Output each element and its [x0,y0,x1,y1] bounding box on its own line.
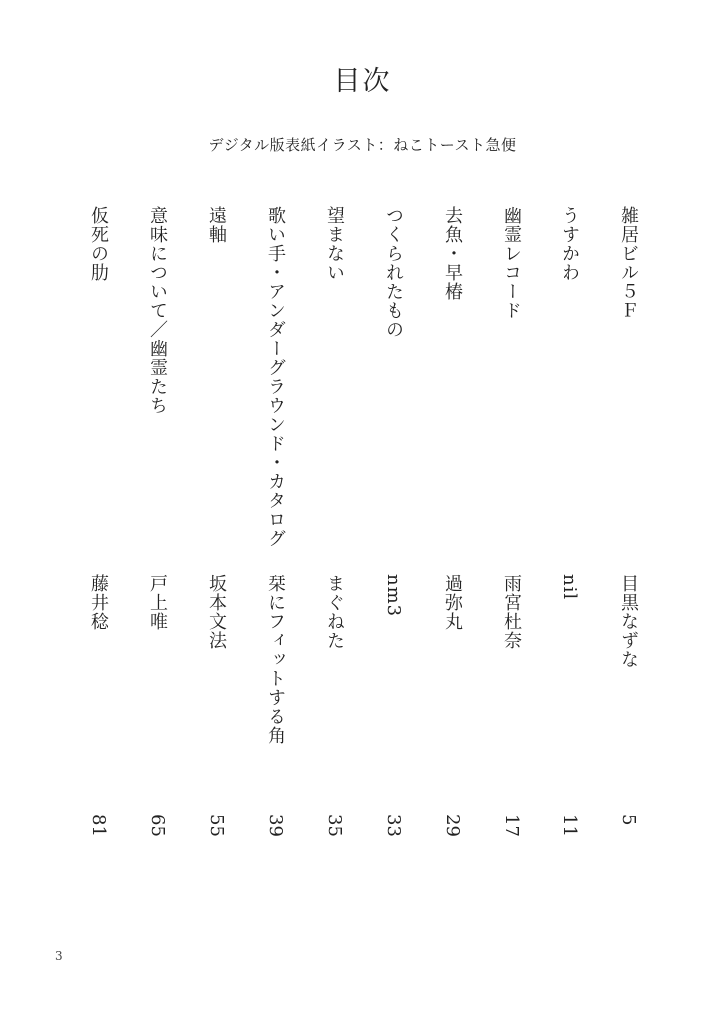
toc-entry-page: 39 [265,814,286,837]
toc-entry-author: 雨宮杜奈 [501,574,522,650]
toc-entry-title: うすかわ [559,206,580,282]
toc-entry[interactable] [614,206,642,846]
toc-entry-page: 17 [501,814,522,837]
toc-entry-page: 5 [618,814,639,826]
toc-entry-page: 29 [442,814,463,837]
toc-entry-author: 戸上唯 [147,574,168,631]
toc-entry[interactable] [555,206,583,846]
toc-entry[interactable] [84,206,112,846]
toc-entry[interactable] [379,206,407,846]
toc-entry-page: 55 [206,814,227,837]
toc-entry-author: まぐねた [324,574,345,650]
toc-entry-title: 望まない [324,206,345,282]
toc-entry-page: 11 [559,814,580,837]
toc-entry[interactable] [261,206,289,846]
toc-entry-title: 歌い手・アンダーグラウンド・カタログ [265,206,286,548]
toc-entry-title: 去魚・早椿 [442,206,463,301]
page-title: 目次 [333,66,392,97]
toc-entry-page: 81 [88,814,109,837]
toc-entry-title: 遠軸 [206,206,227,244]
toc-entry-page: 35 [324,814,345,837]
toc-entry-author: nil [559,574,580,601]
toc-entry[interactable] [320,206,348,846]
toc-entry-author: 坂本文法 [206,574,227,650]
toc-entry[interactable] [202,206,230,846]
toc-entry-author: 目黒なずな [618,574,639,669]
toc-entry-title: 意味について／幽霊たち [147,206,168,415]
toc-entry[interactable] [497,206,525,846]
toc-entry-title: 仮死の肋 [88,206,109,282]
toc-entry-author: nm3 [383,574,404,618]
toc-entry[interactable] [143,206,171,846]
toc-entry-page: 33 [383,814,404,837]
toc-entry-title: 雑居ビル５Ｆ [618,206,639,320]
toc-entry[interactable] [438,206,466,846]
toc-entry-page: 65 [147,814,168,837]
cover-illustration-credit: デジタル版表紙イラスト：ねこトースト急便 [208,136,517,154]
toc-entry-title: つくられたもの [383,206,404,339]
page-number: 3 [55,949,63,963]
toc-entry-author: 藤井稔 [88,574,109,631]
toc-entry-author: 栞にフィットする角 [265,574,286,745]
toc-entry-author: 過弥丸 [442,574,463,631]
toc-entry-title: 幽霊レコード [501,206,522,320]
